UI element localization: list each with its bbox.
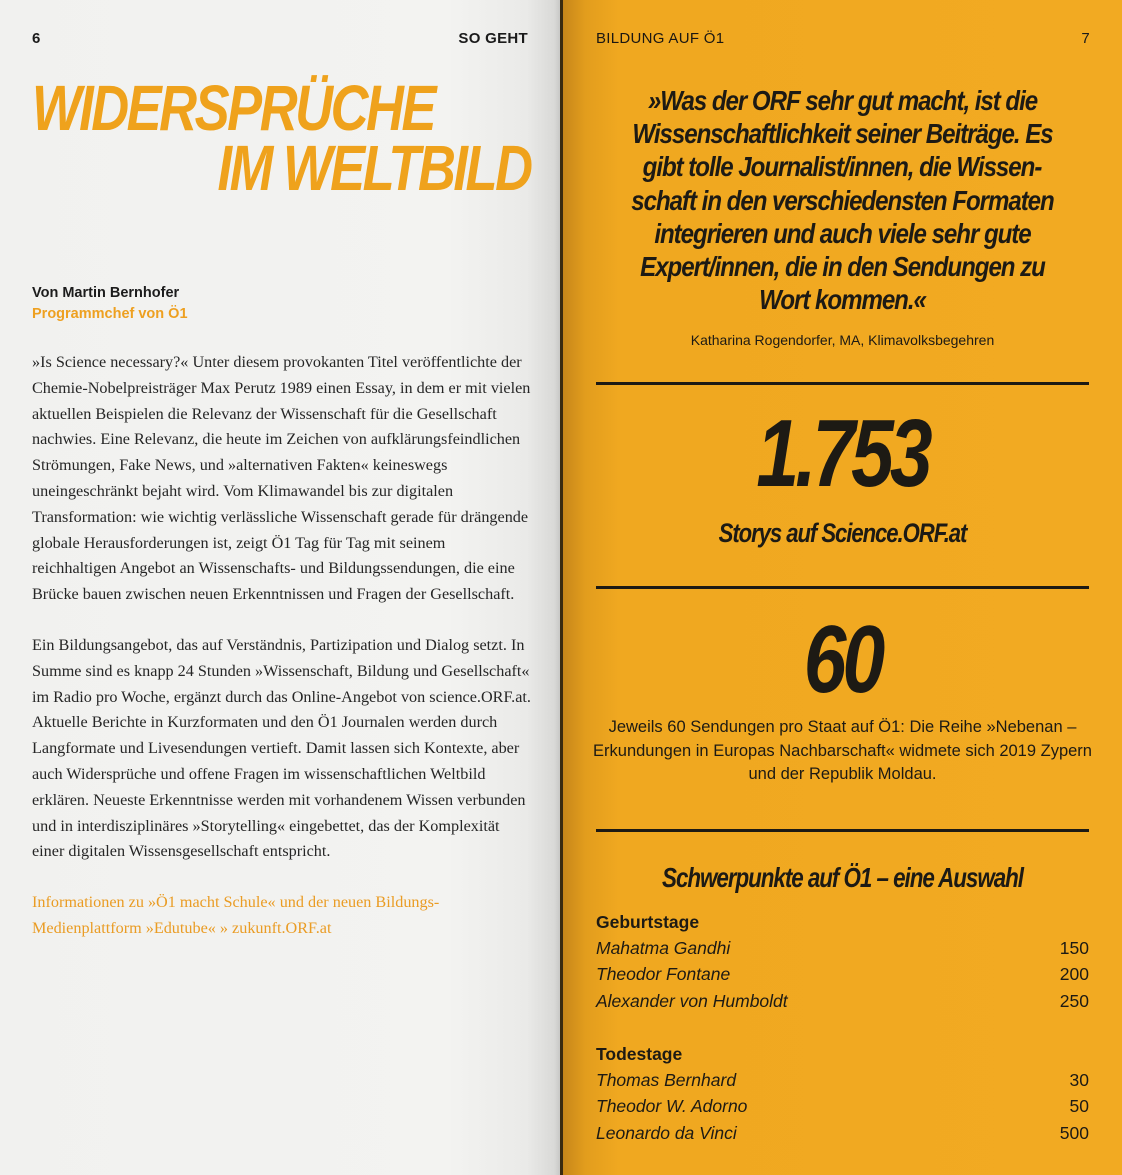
divider (596, 829, 1089, 832)
focus-title: Schwerpunkte auf Ö1 – eine Auswahl (662, 862, 1023, 893)
item-name: Leonardo da Vinci (596, 1122, 737, 1143)
headline-line-1: WIDERSPRÜCHE (32, 72, 435, 144)
stat-value-stories: 1.753 (756, 400, 929, 507)
group-title: Todestage (596, 1044, 683, 1064)
item-value: 500 (1059, 1122, 1089, 1143)
birthdays-list (596, 909, 1089, 1014)
section-label: BILDUNG AUF Ö1 (596, 30, 725, 47)
right-page (563, 0, 1122, 1175)
page-number: 6 (32, 30, 41, 47)
group-title: Geburtstage (596, 912, 700, 932)
list-item (596, 1120, 1089, 1146)
list-item (596, 935, 1089, 961)
item-name: Thomas Bernhard (596, 1070, 737, 1090)
deaths-list (596, 1041, 1089, 1146)
item-value: 150 (1059, 938, 1089, 958)
headline (32, 72, 531, 204)
paragraph: Ein Bildungsangebot, das auf Verständnis, Partizipation und Dialog setzt. In Summe sind es knapp 24 Stunden »Wissenschaft, Bildung und Gesellschaft« im Radio pro Woche, ergänzt durch das Online-Angebot von science.ORF.at. Aktuelle Berichte in Kurzformaten und den Ö1 Journalen werden durch Langformate und Livesendungen vertieft. Damit lassen sich Kontexte, aber auch Widersprüche und offene Fragen im wissenschaftlichen Weltbild erklären. Neueste Erkenntnisse werden mit vorhandenem Wissen verbunden und in interdisziplinäres »Storytelling« eingebettet, das der Komplexität einer digitalen Wissensgesellschaft entspricht. (32, 635, 531, 861)
item-value: 250 (1059, 990, 1089, 1011)
left-page (0, 0, 560, 1175)
stat-description: Jeweils 60 Sendungen pro Staat auf Ö1: Die Reihe »Nebenan – Erkundungen in Europas Nachbarschaft« widmete sich 2019 Zypern und der Republik Moldau. (593, 718, 1092, 784)
paragraph: »Is Science necessary?« Unter diesem provokanten Titel veröffentlichte der Chemie-Nobelpreisträger Max Perutz 1989 einen Essay, in dem er mit vielen aktuellen Beispielen die Relevanz der Wissenschaft für die Gesellschaft nachwies. Eine Relevanz, die heute im Zeichen von aufklärungsfeindlichen Strömungen, Fake News, und »alternativen Fakten« keineswegs uneingeschränkt bejaht wird. Vom Klimawandel bis zur digitalen Transformation: wie wichtig verlässliche Wissenschaft gerade für drängende globale Herausforderungen ist, zeigt Ö1 Tag für Tag mit seinem reichhaltigen Angebot an Wissenschafts- und Bildungssendungen, die eine Brücke bauen zwischen neuen Erkenntnissen und Fragen der Gesellschaft. (32, 353, 531, 604)
list-item (596, 1093, 1089, 1119)
byline (32, 283, 188, 325)
stat-value-broadcasts: 60 (803, 606, 882, 713)
quote-author: Katharina Rogendorfer, MA, Klimavolksbegehren (690, 332, 995, 348)
info-link[interactable]: Informationen zu »Ö1 macht Schule« und der neuen Bildungs-Medienplattform »Edutube« » zukunft.ORF.at (32, 893, 440, 937)
author-role: Programmchef von Ö1 (32, 306, 188, 322)
divider (596, 382, 1089, 385)
list-item (596, 961, 1089, 987)
item-name: Theodor Fontane (596, 964, 731, 985)
article-body (32, 350, 532, 967)
item-value: 30 (1069, 1070, 1089, 1090)
item-name: Alexander von Humboldt (596, 990, 788, 1011)
list-item (596, 1067, 1089, 1093)
pull-quote: »Was der ORF sehr gut macht, ist die Wissenschaftlichkeit seiner Beiträge. Es gibt tolle Journalist/innen, die Wissenschaft in den verschiedensten Formaten integrieren und auch viele sehr gute Expert/innen, die in den Sendungen zu Wort kommen.« (631, 85, 1054, 316)
item-value: 200 (1059, 964, 1089, 985)
section-label: SO GEHT (458, 30, 528, 47)
item-name: Mahatma Gandhi (596, 938, 731, 958)
item-value: 50 (1069, 1096, 1089, 1117)
page-number: 7 (1081, 30, 1090, 47)
divider (596, 586, 1089, 589)
headline-line-2: IM WELTBILD (217, 132, 531, 204)
stat-label-stories: Storys auf Science.ORF.at (718, 518, 967, 548)
item-name: Theodor W. Adorno (596, 1096, 748, 1117)
list-item (596, 988, 1089, 1014)
author: Von Martin Bernhofer (32, 285, 180, 301)
